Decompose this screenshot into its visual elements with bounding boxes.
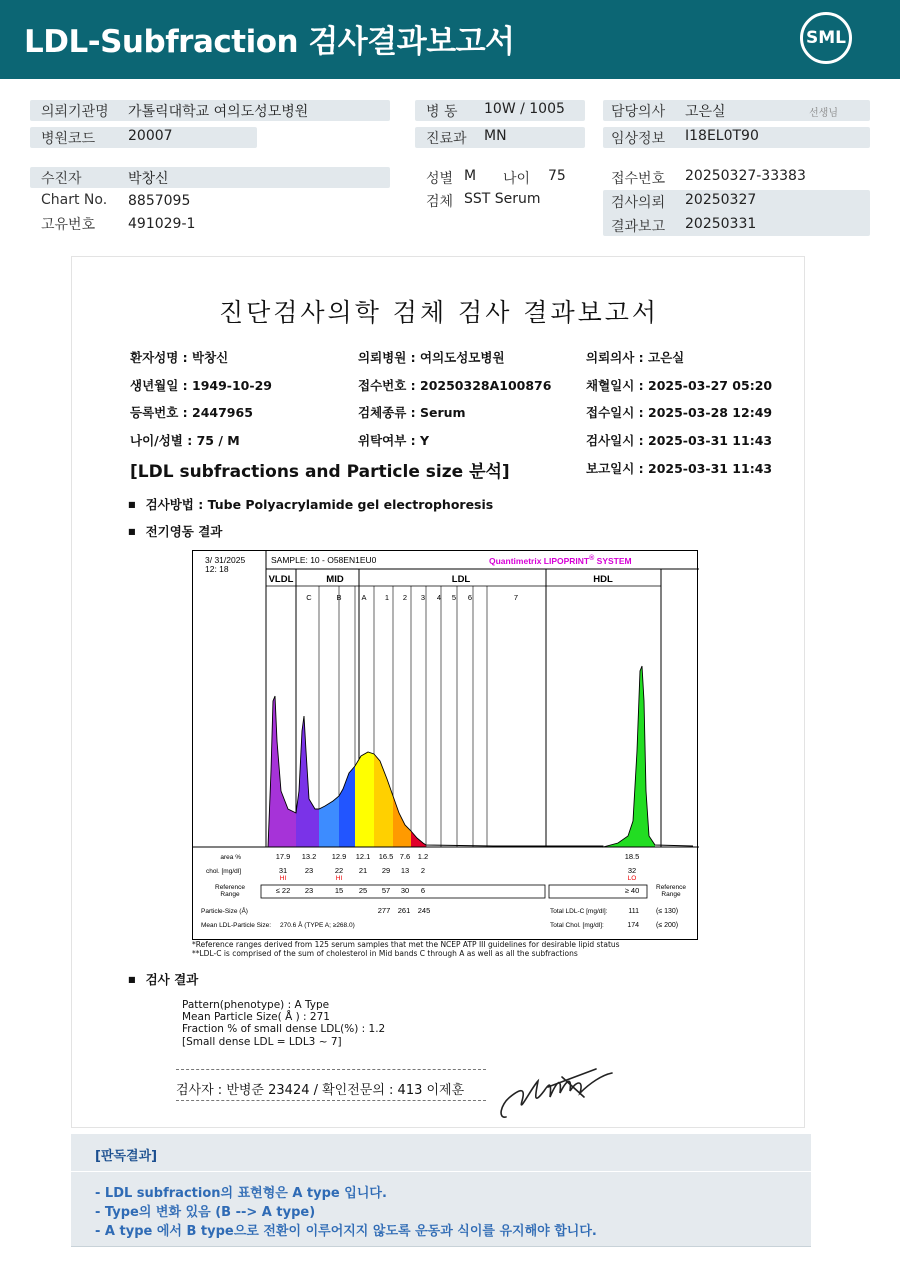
area-pct-value: 13.2 [301, 852, 317, 861]
chart-date: 3/ 31/2025 [205, 555, 246, 565]
interpretation-bottom-line [71, 1246, 811, 1247]
mean-ldl-value: 270.6 Å (TYPE A; ≥268.0) [280, 922, 355, 929]
signature-image [492, 1057, 632, 1127]
request-value: 20250327 [685, 192, 757, 208]
section-title: [LDL subfractions and Particle size 분석] [130, 462, 510, 482]
report-header [0, 0, 900, 79]
receive-time: 접수일시 : 2025-03-28 12:49 [586, 405, 773, 420]
logo-text: SML [806, 28, 846, 48]
sex-label: 성별 [426, 171, 454, 187]
reference-value: ≤ 22 [275, 886, 291, 895]
reference-value: 23 [304, 886, 314, 895]
interpretation-item-3: - A type 에서 B type으로 전환이 이루어지지 않도록 운동과 식이를 유지해야 합니다. [95, 1224, 597, 1239]
area-pct-value: 17.9 [275, 852, 291, 861]
group-label: HDL [593, 574, 613, 585]
report-value: 20250331 [685, 216, 757, 232]
interpretation-divider [71, 1171, 811, 1172]
sml-logo [800, 12, 852, 64]
group-label: MID [326, 574, 344, 585]
chol-value: 23 [304, 866, 314, 875]
report-time: 보고일시 : 2025-03-31 11:43 [586, 461, 773, 476]
doctor-label: 담당의사 [611, 104, 666, 120]
footnote-ldl: **LDL-C is comprised of the sum of cholesterol in Mid bands C through A as well as all the subfractions [192, 949, 578, 958]
small-dense-fraction: Fraction % of small dense LDL(%) : 1.2 [182, 1023, 386, 1035]
reference-value: 15 [334, 886, 344, 895]
chol-flag: HI [279, 875, 287, 882]
hospital-code-label: 병원코드 [41, 131, 96, 147]
area-pct-hdl: 18.5 [624, 852, 640, 861]
area-pct-value: 16.5 [378, 852, 394, 861]
requesting-hospital: 의뢰병원 : 여의도성모병원 [358, 350, 505, 365]
lipoprint-chart-svg [193, 551, 699, 941]
reference-value: 57 [381, 886, 391, 895]
report-title: 진단검사의학 검체 검사 결과보고서 [218, 298, 660, 327]
chol-hdl-flag: LO [627, 875, 637, 882]
doctor-suffix: 선생님 [809, 108, 838, 119]
pattern-result: Pattern(phenotype) : A Type [182, 999, 330, 1011]
consignment: 위탁여부 : Y [358, 433, 430, 448]
row-label-ref-1: Reference [215, 884, 245, 891]
particle-size-value: 277 [377, 906, 391, 915]
total-chol-label: Total Chol. [mg/dl]: [550, 922, 604, 929]
specimen-label: 검체 [426, 194, 454, 210]
patient-bar [30, 167, 390, 188]
id-label: 고유번호 [41, 217, 96, 233]
chol-value: 21 [358, 866, 368, 875]
area-pct-value: 12.9 [331, 852, 347, 861]
patient-name: 환자성명 : 박창신 [130, 350, 229, 365]
band-peak-hdl [603, 666, 655, 847]
band-label: 3 [420, 593, 426, 602]
chol-value: 13 [400, 866, 410, 875]
mean-particle-size: Mean Particle Size( Å ) : 271 [182, 1011, 330, 1023]
age-label: 나이 [503, 171, 531, 187]
specimen-type: 검체종류 : Serum [358, 405, 466, 420]
chart-sample: SAMPLE: 10 - O58EN1EU0 [271, 555, 377, 565]
birth-date: 생년월일 : 1949-10-29 [130, 378, 272, 393]
ward-label: 병 동 [426, 104, 458, 120]
receipt-value: 20250327-33383 [685, 168, 806, 184]
chol-value: 2 [420, 866, 426, 875]
chart-time: 12: 18 [205, 564, 229, 574]
reference-value: 25 [358, 886, 368, 895]
row-label-chol: chol. [mg/dl] [205, 868, 241, 875]
hospital-code-value: 20007 [128, 128, 173, 144]
patient-label: 수진자 [41, 171, 82, 187]
inspector-line: 검사자 : 반병준 23424 / 확인전문의 : 413 이제훈 [176, 1083, 465, 1098]
total-chol-ref: (≤ 200) [656, 922, 679, 929]
chol-value: 31 [278, 866, 288, 875]
electrophoresis-title: ■ 전기영동 결과 [128, 522, 222, 540]
total-ldl-c-value: 111 [628, 908, 639, 915]
dash-divider-top [176, 1069, 486, 1070]
lipoprint-chart [192, 550, 698, 940]
total-ldl-c-ref: (≤ 130) [656, 908, 679, 915]
area-pct-value: 7.6 [399, 852, 411, 861]
chol-value: 22 [334, 866, 344, 875]
chol-hdl: 32 [627, 866, 637, 875]
band-label: 2 [402, 593, 408, 602]
clinical-label: 임상정보 [611, 131, 666, 147]
scanned-report [71, 256, 805, 1128]
report-label: 결과보고 [611, 219, 666, 235]
group-label: VLDL [268, 574, 294, 585]
interpretation-item-1: - LDL subfraction의 표현형은 A type 입니다. [95, 1186, 387, 1201]
row-label-ref-2: Range [220, 891, 240, 898]
dash-divider-bottom [176, 1100, 486, 1101]
area-pct-value: 1.2 [417, 852, 429, 861]
institution-value: 가톨릭대학교 여의도성모병원 [128, 104, 309, 120]
small-dense-definition: [Small dense LDL = LDL3 ~ 7] [182, 1036, 342, 1048]
band-peak-1 [355, 752, 374, 847]
hdl-ref-label-1: Reference [656, 884, 686, 891]
registration-no: 등록번호 : 2447965 [130, 405, 253, 420]
band-label: 5 [451, 593, 457, 602]
specimen-value: SST Serum [464, 191, 541, 207]
chart-brand: Quantimetrix LIPOPRINT® SYSTEM [489, 555, 632, 566]
test-method: ■ 검사방법 : Tube Polyacrylamide gel electrophoresis [128, 495, 493, 513]
band-peak-2 [374, 754, 393, 847]
mean-ldl-label: Mean LDL-Particle Size: [201, 922, 272, 929]
area-pct-value: 12.1 [355, 852, 371, 861]
test-time: 검사일시 : 2025-03-31 11:43 [586, 433, 773, 448]
dept-value: MN [484, 128, 507, 144]
id-value: 491029-1 [128, 216, 196, 232]
particle-size-value: 245 [417, 906, 431, 915]
request-label: 검사의뢰 [611, 195, 666, 211]
particle-size-label: Particle-Size (Å) [201, 908, 248, 915]
footnote-reference: *Reference ranges derived from 125 serum samples that met the NCEP ATP III guidelines for desirable lipid status [192, 940, 620, 949]
requesting-physician: 의뢰의사 : 고은실 [586, 350, 685, 365]
chart-no-label: Chart No. [41, 192, 108, 208]
band-label: B [336, 593, 342, 602]
chart-no-value: 8857095 [128, 193, 191, 209]
reference-value: 6 [420, 886, 426, 895]
total-ldl-c-label: Total LDL-C [mg/dl]: [550, 908, 608, 915]
total-chol-value: 174 [627, 922, 639, 929]
chol-flag: HI [335, 875, 343, 882]
chol-value: 29 [381, 866, 391, 875]
page-title: LDL-Subfraction 검사결과보고서 [24, 24, 515, 60]
band-label: 4 [436, 593, 442, 602]
band-label: 6 [467, 593, 473, 602]
row-label-area: area % [220, 854, 241, 861]
receipt-label: 접수번호 [611, 171, 666, 187]
band-label: C [306, 593, 312, 602]
interpretation-item-2: - Type의 변화 있음 (B --> A type) [95, 1205, 316, 1220]
patient-value: 박창신 [128, 171, 169, 187]
group-label: LDL [451, 574, 471, 585]
particle-size-value: 261 [397, 906, 411, 915]
doctor-value: 고은실 [685, 104, 726, 120]
band-label: 1 [384, 593, 390, 602]
hdl-ref-label-2: Range [661, 891, 681, 898]
band-label: 7 [513, 593, 519, 602]
interpretation-panel [71, 1134, 811, 1246]
clinical-value: I18EL0T90 [685, 128, 759, 144]
dept-label: 진료과 [426, 131, 467, 147]
reference-hdl: ≥ 40 [624, 886, 640, 895]
age-value: 75 [548, 168, 566, 184]
reference-value: 30 [400, 886, 410, 895]
band-label: A [361, 593, 367, 602]
sex-value: M [464, 168, 477, 184]
receipt-number: 접수번호 : 20250328A100876 [358, 378, 552, 393]
interpretation-title: [판독결과] [95, 1149, 158, 1164]
institution-label: 의뢰기관명 [41, 104, 109, 120]
collect-time: 채혈일시 : 2025-03-27 05:20 [586, 378, 773, 393]
result-title: ■ 검사 결과 [128, 970, 198, 988]
age-sex: 나이/성별 : 75 / M [130, 433, 240, 448]
ward-value: 10W / 1005 [484, 101, 565, 117]
